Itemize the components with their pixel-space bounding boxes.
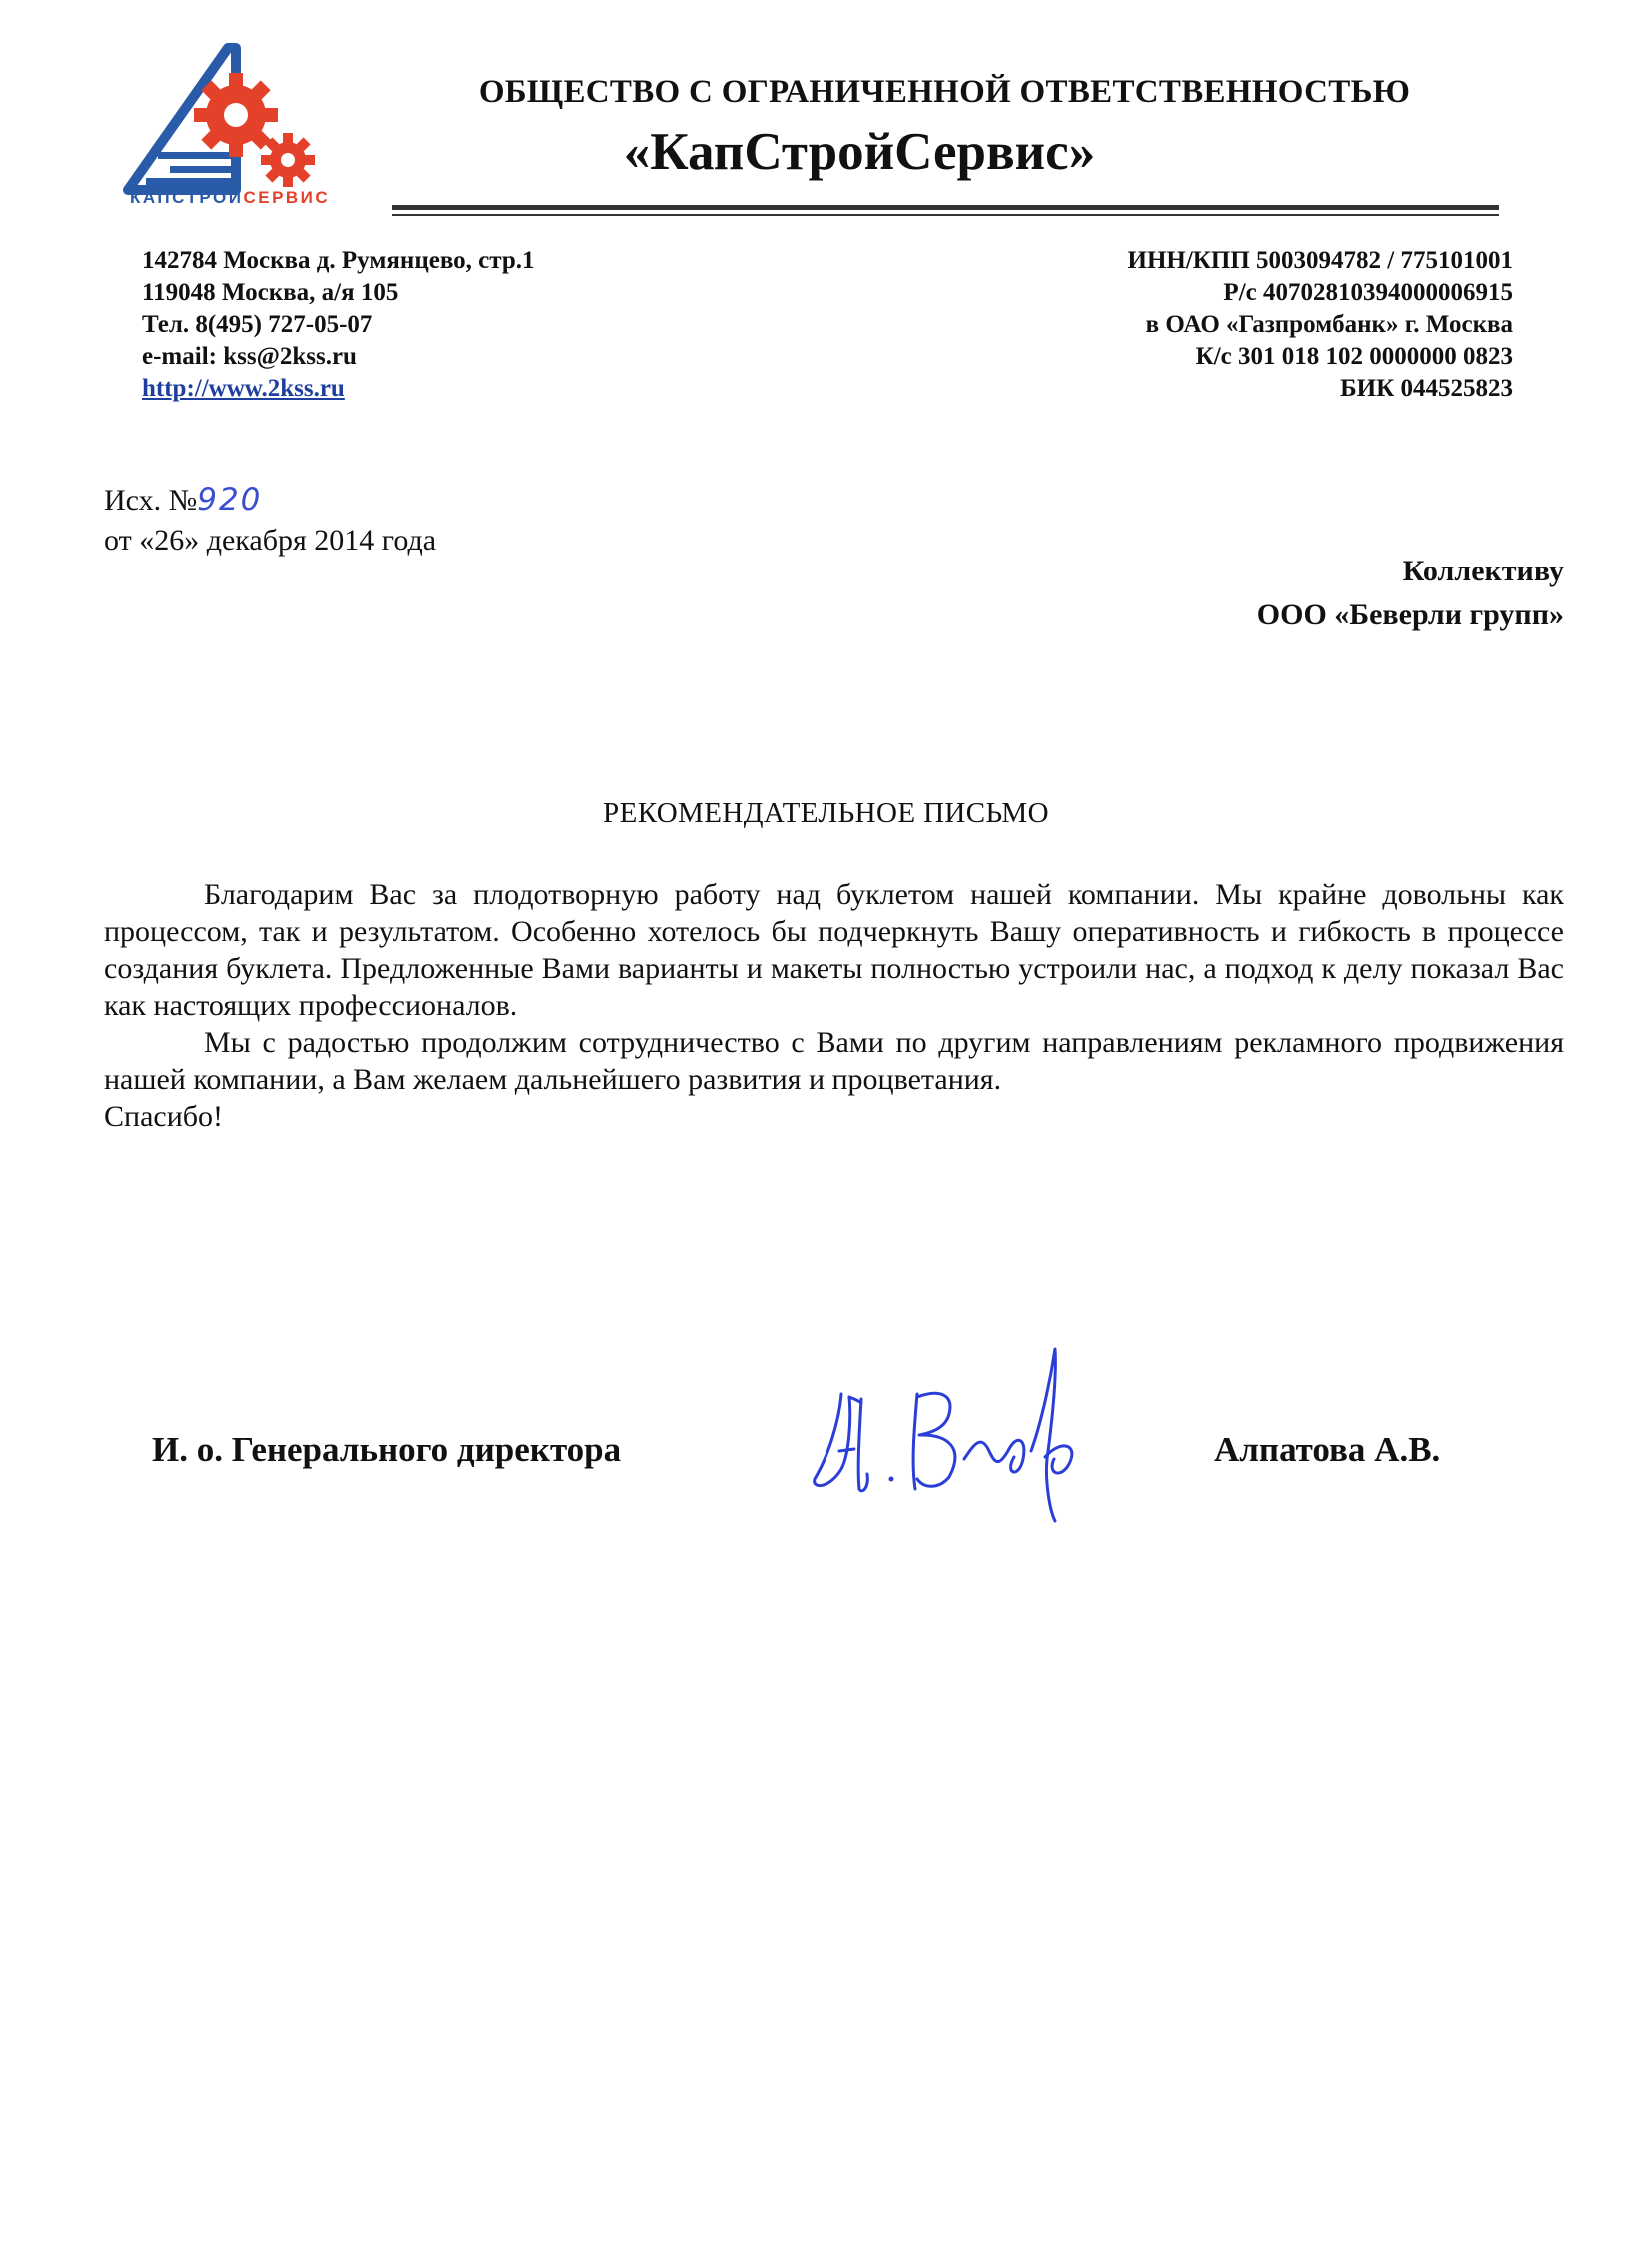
signer-name: Алпатова А.В. bbox=[1214, 1430, 1441, 1469]
header-divider-thick bbox=[392, 205, 1499, 210]
email-line: e-mail: kss@2kss.ru bbox=[142, 343, 357, 370]
letter-body bbox=[104, 876, 1564, 1135]
website-link[interactable]: http://www.2kss.ru bbox=[142, 375, 345, 402]
addressee bbox=[1049, 550, 1564, 637]
account-line: Р/с 40702810394000006915 bbox=[1223, 279, 1513, 306]
addressee-line-1: Коллективу bbox=[1402, 555, 1564, 587]
organization-form: ОБЩЕСТВО С ОГРАНИЧЕННОЙ ОТВЕТСТВЕННОСТЬЮ bbox=[478, 74, 1411, 110]
bank-name-line: в ОАО «Газпромбанк» г. Москва bbox=[1145, 311, 1513, 338]
signer-title: И. о. Генерального директора bbox=[152, 1430, 622, 1469]
logo-wordmark bbox=[130, 188, 360, 208]
company-name: «КапСтройСервис» bbox=[623, 123, 1096, 181]
header-divider-thin bbox=[392, 214, 1499, 216]
logo-wordmark-part1: КАПСТРОЙ bbox=[130, 188, 244, 207]
reference-prefix: Исх. № bbox=[104, 484, 198, 517]
address-line: 142784 Москва д. Румянцево, стр.1 bbox=[142, 247, 535, 274]
body-paragraph-2: Мы с радостью продолжим сотрудничество с Вами по другим направлениям рекламного продвижения нашей компании, а Вам желаем дальнейшего развития и процветания. bbox=[104, 1026, 1564, 1096]
postal-box-line: 119048 Москва, а/я 105 bbox=[142, 279, 399, 306]
body-paragraph-1: Благодарим Вас за плодотворную работу над буклетом нашей компании. Мы крайне довольны как процессом, так и результатом. Особенно хотелось бы подчеркнуть Вашу оперативность и гибкость в процессе создания буклета. Предложенные Вами варианты и макеты полностью устроили нас, а подход к делу показал Вас как настоящих профессионалов. bbox=[104, 878, 1564, 1022]
inn-kpp-line: ИНН/КПП 5003094782 / 775101001 bbox=[1127, 247, 1513, 274]
addressee-line-2: ООО «Беверли групп» bbox=[1256, 598, 1564, 631]
logo-wordmark-part2: СЕРВИС bbox=[243, 188, 331, 207]
corr-account-line: К/с 301 018 102 0000000 0823 bbox=[1195, 343, 1513, 370]
letter-title: РЕКОМЕНДАТЕЛЬНОЕ ПИСЬМО bbox=[603, 797, 1049, 829]
reference-date: от «26» декабря 2014 года bbox=[104, 524, 437, 557]
contact-details bbox=[142, 245, 534, 405]
bik-line: БИК 044525823 bbox=[1340, 375, 1513, 402]
bank-details bbox=[899, 245, 1513, 405]
reference-number: 920 bbox=[197, 482, 263, 518]
handwritten-signature bbox=[800, 1339, 1099, 1524]
phone-line: Тел. 8(495) 727-05-07 bbox=[142, 311, 373, 338]
outgoing-reference bbox=[104, 480, 436, 561]
closing-line: Спасибо! bbox=[104, 1100, 224, 1133]
